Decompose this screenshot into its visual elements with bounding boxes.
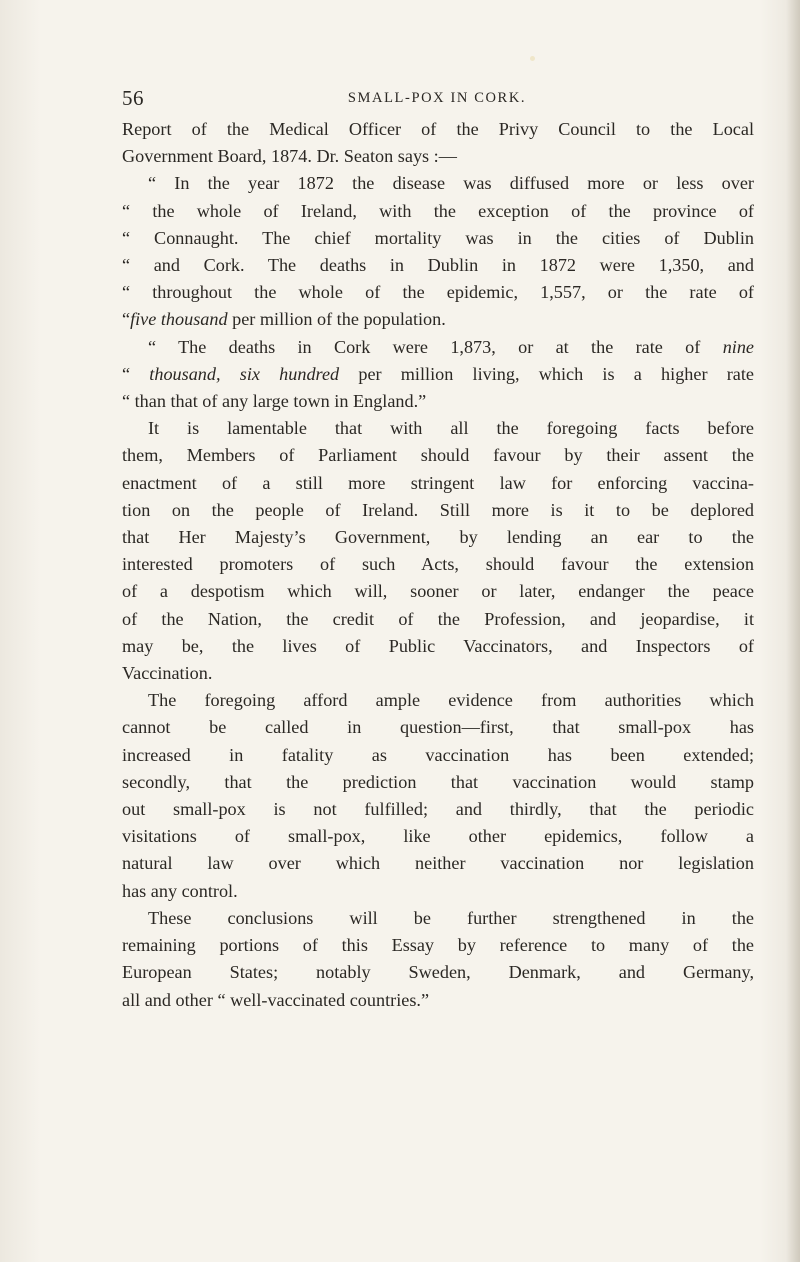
italic-phrase: five thousand (130, 309, 228, 330)
quote-line: “ and Cork. The deaths in Dublin in 1872 were 1,350, and (122, 255, 754, 276)
text-line: European States; notably Sweden, Denmark, and Germany, (122, 962, 754, 983)
text-line: tion on the people of Ireland. Still more is it to be deplored (122, 499, 754, 520)
text-line: Government Board, 1874. Dr. Seaton says :— (122, 146, 457, 167)
quote-line: “ Connaught. The chief mortality was in the cities of Dublin (122, 227, 754, 248)
text-line: them, Members of Parliament should favour by their assent the (122, 445, 754, 466)
text-line: of a despotism which will, sooner or later, endanger the peace (122, 581, 754, 602)
text-line: increased in fatality as vaccination has been extended; (122, 744, 754, 765)
quote-line: “ throughout the whole of the epidemic, 1,557, or the rate of (122, 282, 754, 303)
text-line: Report of the Medical Officer of the Privy Council to the Local (122, 119, 754, 139)
text-line: enactment of a still more stringent law for enforcing vaccina- (122, 472, 754, 493)
italic-phrase: nine (722, 336, 755, 357)
body-text (122, 116, 754, 1014)
quote-line: “ the whole of Ireland, with the exception of the province of (122, 200, 754, 221)
text-line: natural law over which neither vaccination nor legislation (122, 853, 754, 874)
text-line: that Her Majesty’s Government, by lending an ear to the (122, 527, 754, 548)
text-line: has any control. (122, 880, 238, 901)
line-text: “ The deaths in Cork were 1,873, or at the rate of (148, 336, 701, 357)
text-line: It is lamentable that with all the foregoing facts before (148, 418, 754, 439)
text-line: of the Nation, the credit of the Profession, and jeopardise, it (122, 608, 754, 629)
text-line: interested promoters of such Acts, should favour the extension (122, 554, 754, 575)
text-line: Vaccination. (122, 663, 213, 684)
line-text: per million living, which is a higher rate (358, 363, 754, 384)
page-number: 56 (122, 86, 144, 110)
quote-line (122, 334, 754, 361)
quote-mark: “ (122, 363, 131, 384)
text-line: visitations of small-pox, like other epidemics, follow a (122, 826, 754, 847)
text-line: out small-pox is not fulfilled; and thirdly, that the periodic (122, 799, 754, 820)
paper-speck (530, 56, 535, 61)
text-line: secondly, that the prediction that vaccination would stamp (122, 771, 754, 792)
text-line: remaining portions of this Essay by reference to many of the (122, 935, 754, 956)
text-line: These conclusions will be further strengthened in the (148, 907, 754, 928)
italic-phrase: thousand, six hundred (149, 363, 340, 384)
text-line: may be, the lives of Public Vaccinators, and Inspectors of (122, 635, 754, 656)
quote-line: “ than that of any large town in England.” (122, 391, 427, 412)
text-line: The foregoing afford ample evidence from authorities which (148, 690, 754, 711)
quote-mark: “ (122, 309, 131, 330)
quote-line: “ In the year 1872 the disease was diffused more or less over (148, 173, 754, 194)
text-line: cannot be called in question—first, that small-pox has (122, 717, 754, 738)
page-edge-shadow (786, 0, 800, 1262)
text-line: all and other “ well-vaccinated countries.” (122, 989, 430, 1010)
quote-line (122, 306, 754, 333)
page-header (122, 86, 752, 114)
running-head: SMALL-POX IN CORK. (347, 90, 527, 106)
quote-line (122, 361, 754, 388)
line-text: per million of the population. (232, 309, 446, 330)
